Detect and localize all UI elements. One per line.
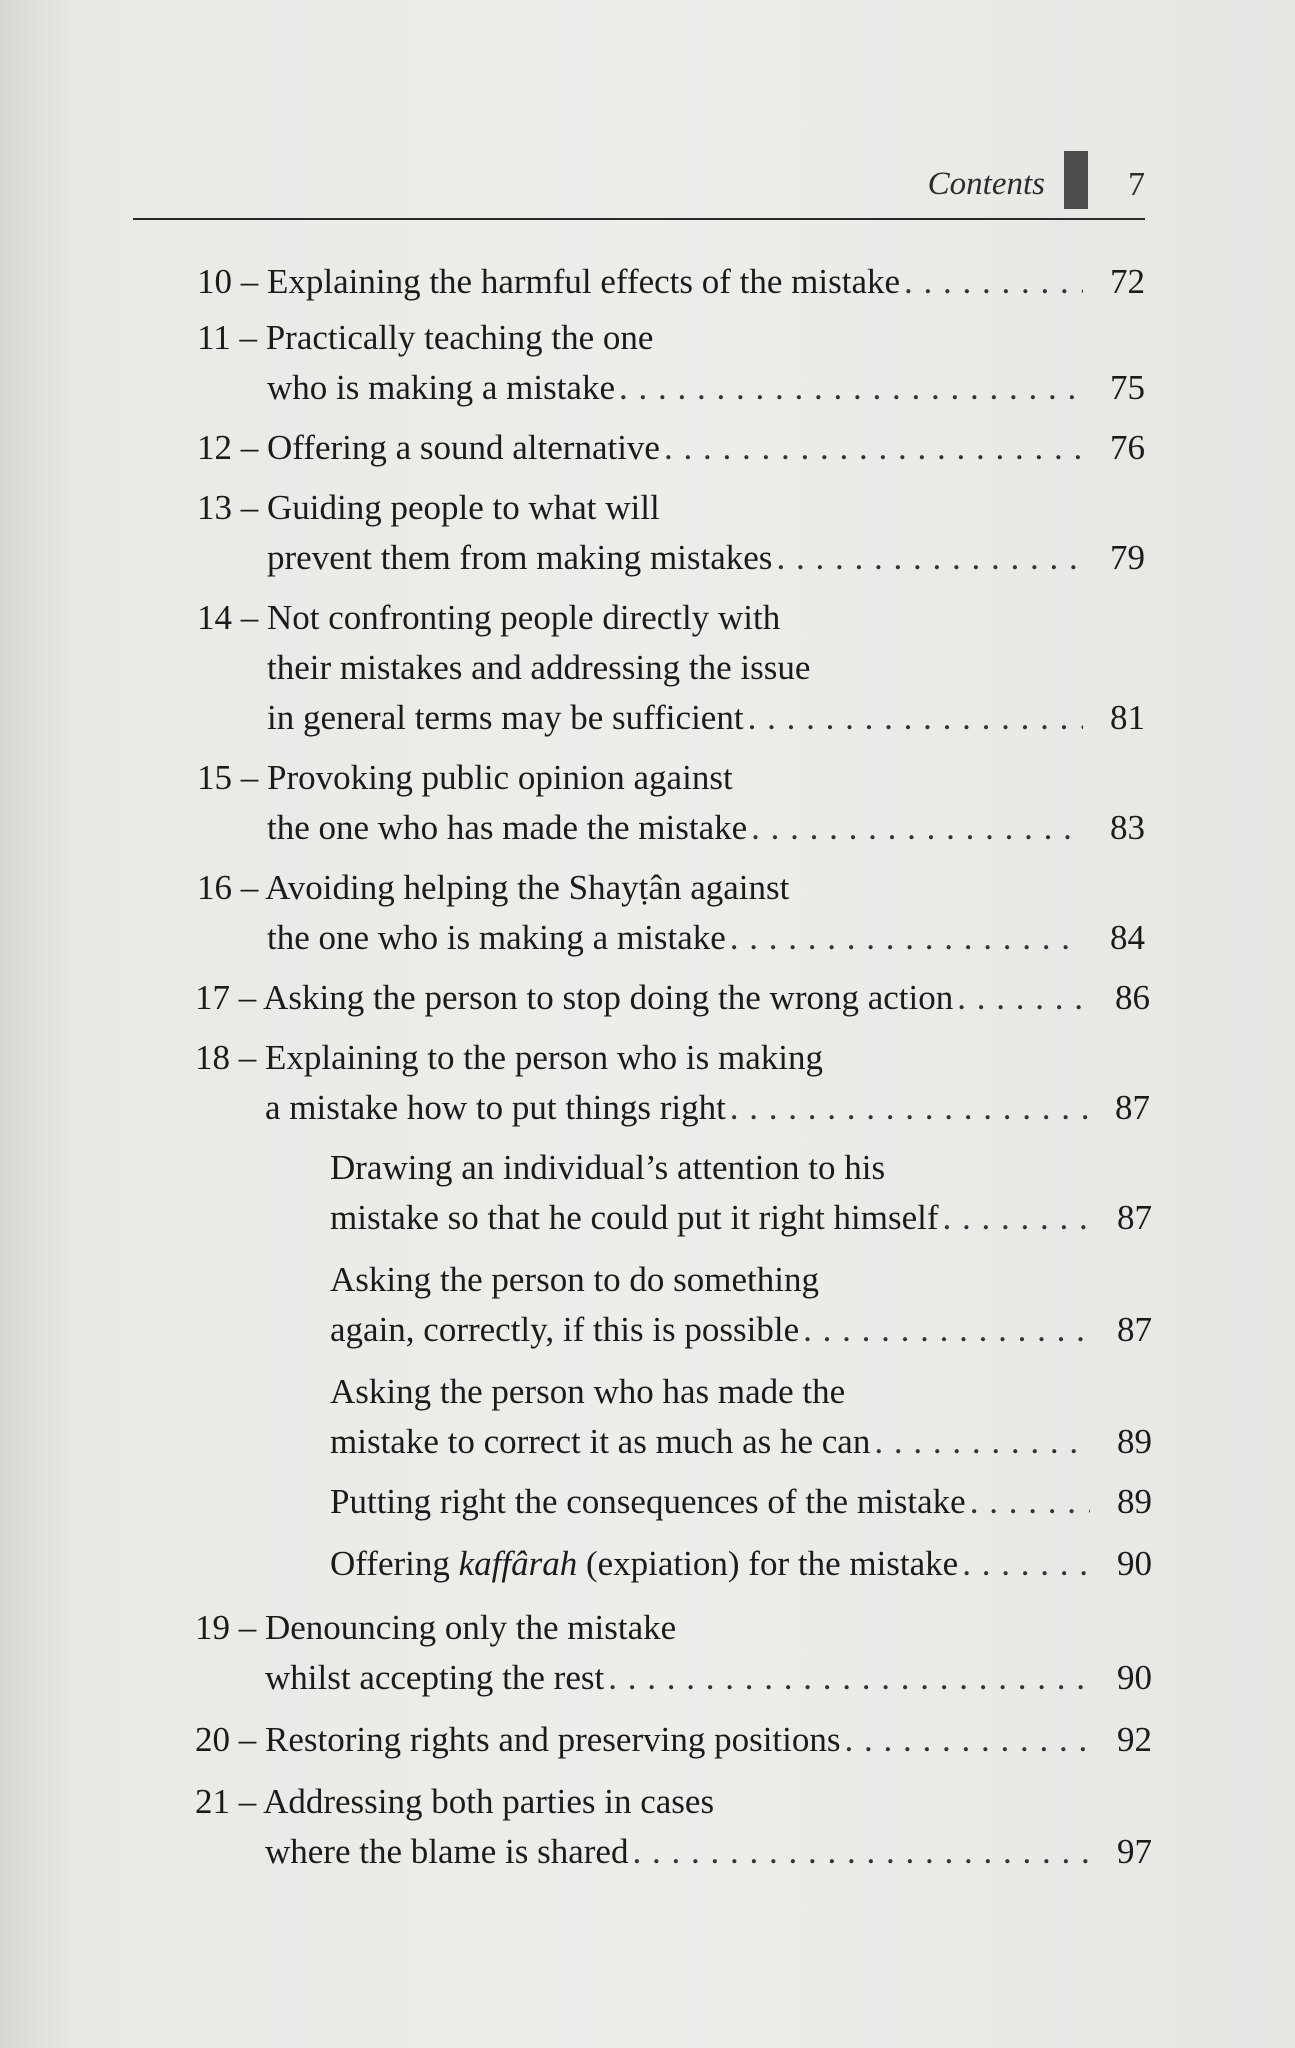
toc-entry-15-line1: 15 – Provoking public opinion against	[197, 758, 733, 797]
toc-page-number: 81	[1110, 698, 1145, 737]
header-title: Contents	[927, 166, 1045, 202]
toc-sub-1[interactable]	[330, 1198, 1152, 1238]
toc-sub-3-line1: Asking the person who has made the	[330, 1372, 846, 1411]
header-page-number: 7	[1128, 166, 1145, 203]
toc-entry-21[interactable]	[265, 1832, 1152, 1872]
toc-entry-14-line1: 14 – Not confronting people directly with	[197, 598, 781, 637]
toc-entry-text: mistake to correct it as much as he can	[330, 1422, 871, 1461]
toc-entry-21-line1: 21 – Addressing both parties in cases	[195, 1782, 715, 1821]
toc-entry-14[interactable]	[267, 698, 1145, 738]
toc-entry-text: where the blame is shared	[265, 1832, 629, 1871]
toc-entry-17[interactable]	[195, 978, 1150, 1018]
toc-page-number: 76	[1110, 428, 1145, 467]
leader-dots	[664, 428, 1083, 468]
toc-page-number: 87	[1117, 1198, 1152, 1237]
toc-entry-text: mistake so that he could put it right himself	[330, 1198, 939, 1237]
toc-text-post: (expiation) for the mistake	[577, 1544, 959, 1583]
toc-page-number: 97	[1117, 1832, 1152, 1871]
toc-entry-20[interactable]	[195, 1720, 1152, 1760]
toc-entry-text: the one who is making a mistake	[267, 918, 726, 957]
toc-entry-18[interactable]	[265, 1088, 1150, 1128]
toc-sub-2-line1: Asking the person to do something	[330, 1260, 819, 1299]
toc-sub-5[interactable]	[330, 1544, 1152, 1584]
toc-page-number: 90	[1117, 1658, 1152, 1697]
toc-page-number: 87	[1115, 1088, 1150, 1127]
toc-text-italic: kaffârah	[458, 1544, 578, 1583]
leader-dots	[608, 1658, 1090, 1698]
toc-page-number: 92	[1117, 1720, 1152, 1759]
toc-entry-text: 10 – Explaining the harmful effects of the mistake	[197, 262, 901, 301]
toc-entry-19-line1: 19 – Denouncing only the mistake	[195, 1608, 677, 1647]
leader-dots	[803, 1310, 1090, 1350]
leader-dots	[619, 368, 1083, 408]
toc-sub-3[interactable]	[330, 1422, 1152, 1462]
leader-dots	[962, 1544, 1090, 1584]
running-header	[133, 160, 1145, 220]
toc-entry-13-line1: 13 – Guiding people to what will	[197, 488, 660, 527]
leader-dots	[904, 262, 1083, 302]
toc-text-pre: Offering	[330, 1544, 459, 1583]
toc-entry-text: 20 – Restoring rights and preserving positions	[195, 1720, 841, 1759]
toc-page-number: 75	[1110, 368, 1145, 407]
toc-sub-4[interactable]	[330, 1482, 1152, 1522]
toc-entry-text: Putting right the consequences of the mistake	[330, 1482, 966, 1521]
toc-page-number: 89	[1117, 1422, 1152, 1461]
leader-dots	[845, 1720, 1090, 1760]
toc-entry-12[interactable]	[197, 428, 1145, 468]
toc-sub-2[interactable]	[330, 1310, 1152, 1350]
toc-entry-13[interactable]	[267, 538, 1145, 578]
leader-dots	[943, 1198, 1090, 1238]
toc-entry-15[interactable]	[267, 808, 1145, 848]
toc-page-number: 86	[1115, 978, 1150, 1017]
toc-entry-19[interactable]	[265, 1658, 1152, 1698]
toc-entry-text: whilst accepting the rest	[265, 1658, 605, 1697]
leader-dots	[970, 1482, 1090, 1522]
toc-entry-14-line2: their mistakes and addressing the issue	[267, 648, 811, 687]
header-marker-block	[1064, 151, 1088, 209]
toc-page-number: 79	[1110, 538, 1145, 577]
leader-dots	[632, 1832, 1090, 1872]
toc-entry-18-line1: 18 – Explaining to the person who is making	[195, 1038, 823, 1077]
toc-entry-text: prevent them from making mistakes	[267, 538, 773, 577]
toc-entry-text	[330, 1544, 958, 1584]
toc-entry-11-line1: 11 – Practically teaching the one	[197, 318, 654, 357]
toc-page-number: 83	[1110, 808, 1145, 847]
toc-entry-text: 17 – Asking the person to stop doing the wrong action	[195, 978, 954, 1017]
leader-dots	[730, 1088, 1088, 1128]
toc-page-number: 72	[1110, 262, 1145, 301]
toc-entry-text: 12 – Offering a sound alternative	[197, 428, 660, 467]
leader-dots	[748, 698, 1083, 738]
leader-dots	[957, 978, 1088, 1018]
toc-page-number: 90	[1117, 1544, 1152, 1583]
toc-sub-1-line1: Drawing an individual’s attention to his	[330, 1148, 886, 1187]
toc-entry-16-line1: 16 – Avoiding helping the Shayṭân against	[197, 868, 790, 907]
toc-entry-text: a mistake how to put things right	[265, 1088, 726, 1127]
toc-entry-10[interactable]	[197, 262, 1145, 302]
toc-entry-16[interactable]	[267, 918, 1145, 958]
toc-entry-11[interactable]	[267, 368, 1145, 408]
leader-dots	[776, 538, 1083, 578]
toc-entry-text: the one who has made the mistake	[267, 808, 748, 847]
toc-entry-text: in general terms may be sufficient	[267, 698, 744, 737]
leader-dots	[874, 1422, 1090, 1462]
leader-dots	[730, 918, 1083, 958]
toc-page-number: 84	[1110, 918, 1145, 957]
toc-entry-text: again, correctly, if this is possible	[330, 1310, 800, 1349]
toc-page-number: 89	[1117, 1482, 1152, 1521]
toc-page-number: 87	[1117, 1310, 1152, 1349]
leader-dots	[751, 808, 1083, 848]
toc-entry-text: who is making a mistake	[267, 368, 616, 407]
